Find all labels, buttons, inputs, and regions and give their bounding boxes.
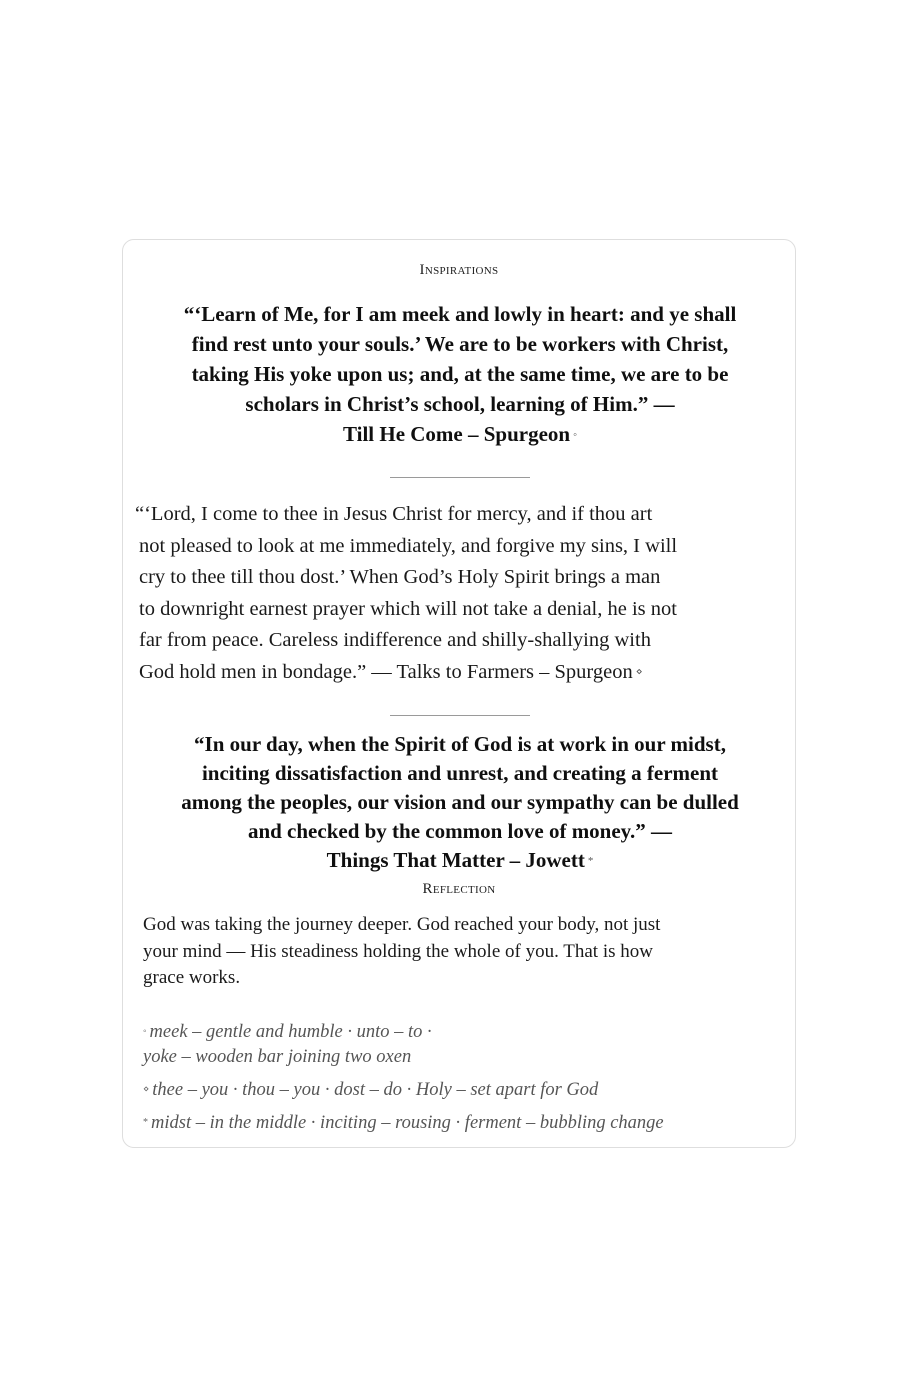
section-divider (390, 715, 530, 716)
footnote-diamond-icon: ⋄ (635, 665, 643, 678)
quote-line: taking His yoke upon us; and, at the same time, we are to be (191, 362, 729, 386)
reflection-heading: Reflection (422, 881, 496, 897)
quote-source-text: Things That Matter – Jowett (326, 848, 585, 872)
quote-line: cry to thee till thou dost.’ When God’s Holy Spirit brings a man (139, 566, 661, 589)
quote-line: to downright earnest prayer which will not take a denial, he is not (139, 597, 677, 620)
section-divider (390, 477, 530, 478)
glossary-line (143, 1019, 783, 1045)
reflection-line: God was taking the journey deeper. God reached your body, not just (143, 914, 661, 935)
quote-line: far from peace. Careless indifference and shilly-shallying with (139, 629, 651, 652)
inspirations-heading: Inspirations (419, 262, 499, 278)
glossary-entry-circle (143, 1019, 783, 1070)
glossary-entry-diamond (143, 1077, 783, 1103)
quote-spurgeon-talks-to-farmers (135, 499, 775, 689)
glossary-line (143, 1077, 783, 1103)
footnote-asterisk-icon: * (143, 1117, 148, 1128)
quote-line: “‘Learn of Me, for I am meek and lowly in heart: and ye shall (183, 302, 737, 326)
inspiration-card (122, 239, 796, 1148)
quote-source-text: Till He Come – Spurgeon (342, 422, 571, 446)
footnote-circle-icon: ◦ (143, 1026, 147, 1037)
glossary-text: midst – in the middle · inciting – rousing · ferment – bubbling change (151, 1113, 664, 1133)
reflection-line: your mind — His steadiness holding the whole of you. That is how (143, 940, 653, 962)
quote-line: not pleased to look at me immediately, and forgive my sins, I will (139, 534, 678, 557)
quote-line: scholars in Christ’s school, learning of Him.” — (245, 392, 675, 416)
glossary-line: yoke – wooden bar joining two oxen (143, 1047, 412, 1067)
glossary-text: thee – you · thou – you · dost – do · Holy – set apart for God (152, 1080, 599, 1100)
quote-line-text: God hold men in bondage.” — Talks to Farmers – Spurgeon (139, 660, 633, 683)
quote-line: among the peoples, our vision and our sympathy can be dulled (181, 790, 739, 814)
quote-line-with-source (139, 657, 775, 689)
quote-line: “In our day, when the Spirit of God is at work in our midst, (194, 732, 726, 756)
quote-line: inciting dissatisfaction and unrest, and creating a ferment (201, 761, 719, 785)
footnote-asterisk-icon: * (587, 855, 594, 867)
quote-source (137, 419, 783, 450)
reflection-line: grace works. (143, 967, 241, 988)
reflection-text (143, 912, 755, 992)
glossary-entry-asterisk (143, 1110, 783, 1136)
glossary-line (143, 1110, 783, 1136)
quote-jowett-things-that-matter (137, 730, 783, 876)
quote-line: and checked by the common love of money.” — (247, 819, 673, 843)
glossary-text: meek – gentle and humble · unto – to · (149, 1022, 432, 1042)
quote-spurgeon-till-he-come (137, 299, 783, 450)
footnote-circle-icon: ◦ (573, 429, 578, 441)
quote-source (137, 846, 783, 876)
footnote-diamond-icon: ⋄ (143, 1084, 150, 1095)
quote-line: “‘Lord, I come to thee in Jesus Christ for mercy, and if thou art (135, 503, 653, 525)
quote-line: find rest unto your souls.’ We are to be workers with Christ, (191, 332, 729, 356)
